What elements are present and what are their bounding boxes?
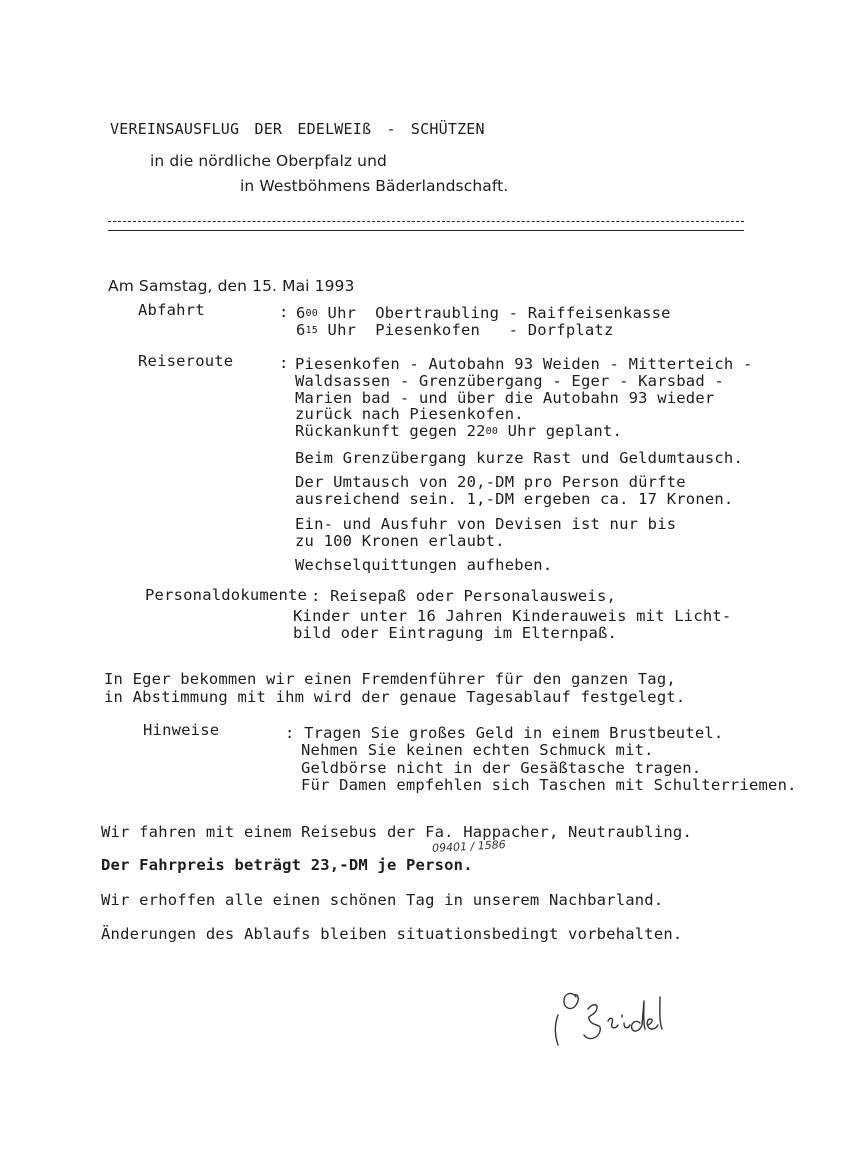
wechselquittungen-note: Wechselquittungen aufheben. bbox=[295, 556, 553, 574]
fahrpreis-note: Der Fahrpreis beträgt 23,-DM je Person. bbox=[101, 856, 473, 874]
reiseroute-line-3: Marien bad - und über die Autobahn 93 wieder bbox=[295, 389, 715, 407]
personaldokumente-line-1: : Reisepaß oder Personalausweis, bbox=[311, 587, 617, 605]
hinweise-line-4: Für Damen empfehlen sich Taschen mit Schulterriemen. bbox=[301, 776, 797, 794]
abfahrt-row-1-text: Uhr Obertraubling - Raiffeisenkasse bbox=[327, 304, 671, 322]
devisen-line-1: Ein- und Ausfuhr von Devisen ist nur bis bbox=[295, 515, 677, 533]
reiseroute-label: Reiseroute bbox=[138, 352, 234, 370]
fremdenfuehrer-line-1: In Eger bekommen wir einen Fremdenführer für den ganzen Tag, bbox=[104, 670, 676, 688]
reiseroute-return-time bbox=[295, 423, 622, 440]
abfahrt-label: Abfahrt bbox=[138, 301, 205, 319]
trip-date: Am Samstag, den 15. Mai 1993 bbox=[108, 277, 355, 295]
handwritten-signature bbox=[548, 985, 668, 1055]
underline-rule bbox=[108, 230, 744, 231]
closing-line-2: Änderungen des Ablaufs bleiben situationsbedingt vorbehalten. bbox=[101, 925, 683, 943]
abfahrt-row-1-minutes: 00 bbox=[305, 308, 318, 319]
subtitle-line-2: in Westböhmens Bäderlandschaft. bbox=[240, 177, 509, 195]
abfahrt-row-2-text: Uhr Piesenkofen - Dorfplatz bbox=[327, 321, 614, 339]
hinweise-line-3: Geldbörse nicht in der Gesäßtasche tragen. bbox=[301, 759, 702, 777]
abfahrt-row-2-hour: 6 bbox=[296, 321, 306, 339]
devisen-line-2: zu 100 Kronen erlaubt. bbox=[295, 532, 505, 550]
reisebus-note: Wir fahren mit einem Reisebus der Fa. Happacher, Neutraubling. bbox=[101, 823, 692, 841]
fremdenfuehrer-line-2: in Abstimmung mit ihm wird der genaue Tagesablauf festgelegt. bbox=[104, 688, 686, 706]
subtitle-line-1: in die nördliche Oberpfalz und bbox=[150, 152, 387, 170]
return-time-suffix: Uhr geplant. bbox=[498, 422, 623, 440]
hinweise-line-2: Nehmen Sie keinen echten Schmuck mit. bbox=[301, 741, 654, 759]
reiseroute-line-2: Waldsassen - Grenzübergang - Eger - Karsbad - bbox=[295, 372, 724, 390]
personaldokumente-line-2: Kinder unter 16 Jahren Kinderauweis mit Licht- bbox=[293, 607, 732, 625]
grenzuebergang-note: Beim Grenzübergang kurze Rast und Geldumtausch. bbox=[295, 449, 743, 467]
personaldokumente-label: Personaldokumente bbox=[145, 586, 308, 604]
hinweise-line-1: : Tragen Sie großes Geld in einem Brustbeutel. bbox=[285, 724, 724, 742]
abfahrt-row-1 bbox=[296, 305, 671, 322]
abfahrt-colon: : bbox=[279, 303, 289, 321]
closing-line-1: Wir erhoffen alle einen schönen Tag in unserem Nachbarland. bbox=[101, 891, 664, 909]
umtausch-line-2: ausreichend sein. 1,-DM ergeben ca. 17 Kronen. bbox=[295, 490, 734, 508]
reiseroute-line-1: Piesenkofen - Autobahn 93 Weiden - Mitterteich - bbox=[295, 355, 753, 373]
reiseroute-colon: : bbox=[279, 354, 289, 372]
abfahrt-row-2 bbox=[296, 322, 614, 339]
abfahrt-row-1-hour: 6 bbox=[296, 304, 306, 322]
dashed-rule bbox=[108, 221, 744, 222]
reiseroute-line-4: zurück nach Piesenkofen. bbox=[295, 405, 524, 423]
abfahrt-row-2-minutes: 15 bbox=[305, 325, 318, 336]
return-time-minutes: 00 bbox=[485, 426, 499, 437]
personaldokumente-line-3: bild oder Eintragung im Elternpaß. bbox=[293, 624, 618, 642]
handwritten-phone-number: 09401 / 1586 bbox=[431, 838, 506, 855]
hinweise-label: Hinweise bbox=[143, 721, 220, 739]
document-title: VEREINSAUSFLUG DER EDELWEIß - SCHÜTZEN bbox=[110, 120, 485, 138]
umtausch-line-1: Der Umtausch von 20,-DM pro Person dürfte bbox=[295, 473, 686, 491]
return-time-prefix: Rückankunft gegen 22 bbox=[295, 422, 486, 440]
